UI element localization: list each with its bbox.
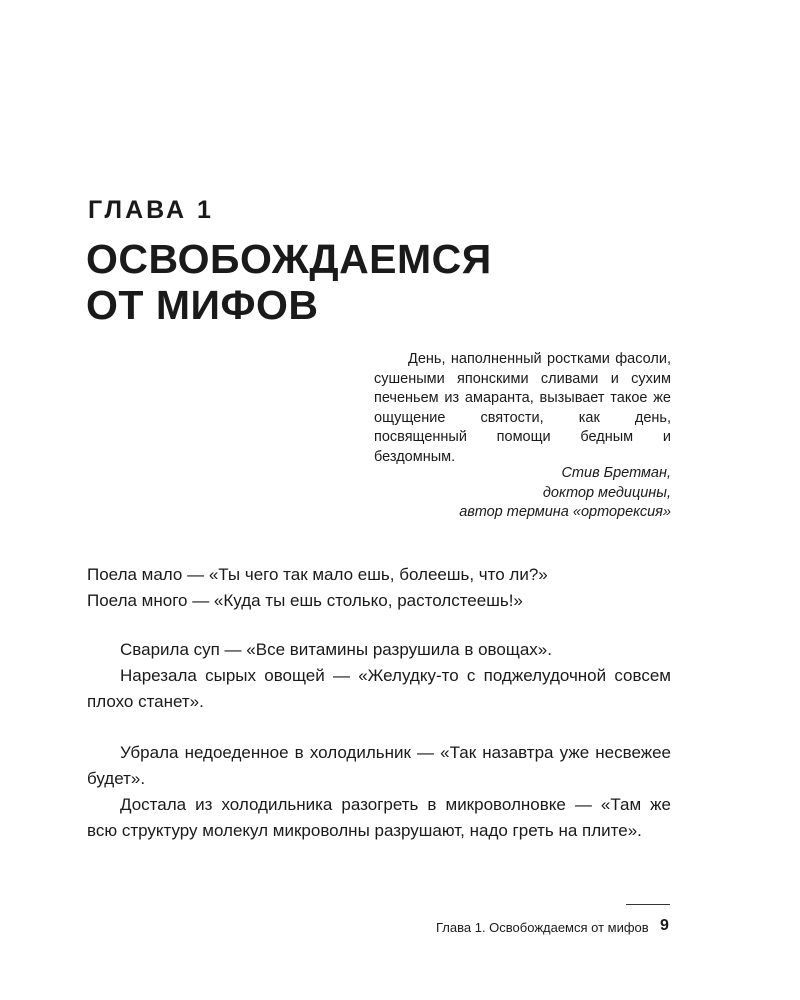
running-head: Глава 1. Освобождаемся от мифов: [436, 920, 649, 935]
body-paragraph: Сварила суп — «Все витамины разрушила в овощах».: [120, 640, 552, 659]
epigraph-author-title: доктор медицины,: [542, 484, 671, 501]
epigraph-text: День, наполненный ростками фасоли, сушеными японскими сливами и сухим печеньем из амаранта, вызывает такое же ощущение святости, как день, посвященный помощи бедным и бездомным.: [374, 351, 671, 465]
chapter-title: [86, 236, 686, 328]
epigraph-author-note: автор термина «орторексия»: [459, 504, 671, 520]
body-line: Поела мало — «Ты чего так мало ешь, болеешь, что ли?»: [87, 565, 548, 584]
body-section-2: [87, 740, 671, 844]
epigraph-attribution: [374, 464, 671, 523]
body-paragraph: Нарезала сырых овощей — «Желудку-то с поджелудочной совсем плохо станет».: [87, 666, 671, 711]
body-paragraph: Убрала недоеденное в холодильник — «Так назавтра уже несвежее будет».: [87, 743, 671, 788]
body-section-1: [87, 637, 671, 715]
chapter-title-line-1: ОСВОБОЖДАЕМСЯ: [86, 236, 492, 282]
page-number: 9: [660, 917, 669, 934]
body-intro: [87, 562, 671, 614]
footer-rule: [626, 904, 670, 905]
body-line: Поела много — «Куда ты ешь столько, растолстеешь!»: [87, 591, 523, 610]
body-paragraph: Достала из холодильника разогреть в микроволновке — «Там же всю структуру молекул микроволны разрушают, надо греть на плите».: [87, 795, 671, 840]
epigraph-author: Стив Бретман,: [561, 465, 671, 481]
chapter-label: ГЛАВА 1: [88, 196, 214, 224]
chapter-title-line-2: ОТ МИФОВ: [86, 282, 319, 328]
